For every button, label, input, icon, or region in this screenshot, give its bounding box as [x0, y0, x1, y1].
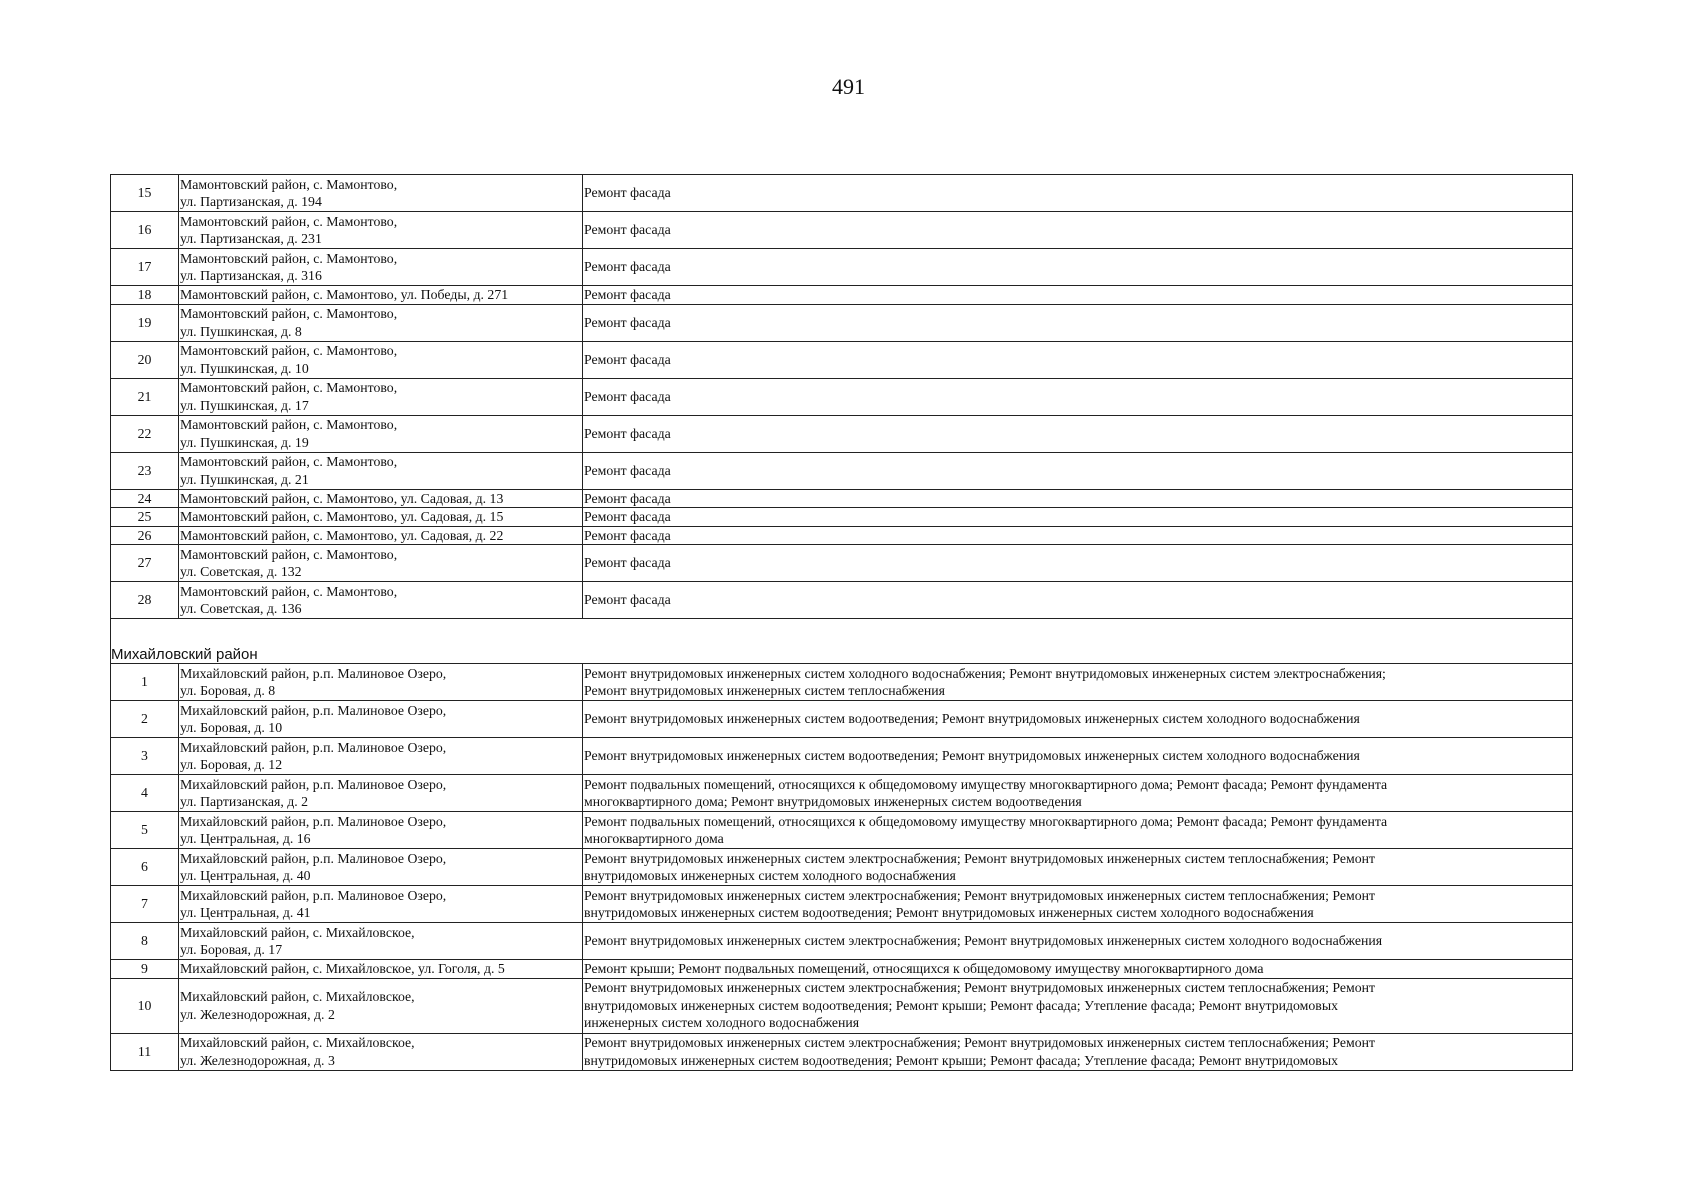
address-cell [179, 812, 583, 849]
table-row [111, 286, 1573, 305]
row-number: 2 [111, 701, 179, 738]
address-cell [179, 489, 583, 508]
work-cell: Ремонт фасада [583, 175, 1573, 212]
work-cell: Ремонт фасада [583, 545, 1573, 582]
address-cell [179, 775, 583, 812]
address-line: ул. Партизанская, д. 2 [180, 794, 309, 809]
address-line: Михайловский район, с. Михайловское, [180, 989, 415, 1004]
address-line: ул. Партизанская, д. 231 [180, 231, 322, 246]
work-cell: Ремонт фасада [583, 249, 1573, 286]
address-line: Михайловский район, р.п. Малиновое Озеро, [180, 850, 447, 866]
address-cell [179, 304, 583, 341]
work-cell [583, 701, 1573, 738]
address-line: Мамонтовский район, с. Мамонтово, [180, 306, 398, 321]
address-cell [179, 582, 583, 619]
work-cell: Ремонт фасада [583, 489, 1573, 508]
repair-table [110, 174, 1573, 1071]
work-cell [583, 960, 1573, 979]
table-row [111, 452, 1573, 489]
row-number: 7 [111, 886, 179, 923]
work-cell [583, 738, 1573, 775]
address-cell [179, 212, 583, 249]
address-line: Михайловский район, р.п. Малиновое Озеро, [180, 776, 447, 792]
row-number: 1 [111, 664, 179, 701]
work-line: Ремонт внутридомовых инженерных систем электроснабжения; Ремонт внутридомовых инженерных систем теплоснабжения; Ремонт [584, 887, 1376, 903]
address-cell [179, 1033, 583, 1070]
address-line: Мамонтовский район, с. Мамонтово, ул. Садовая, д. 15 [180, 509, 504, 524]
address-line: Михайловский район, с. Михайловское, ул. Гоголя, д. 5 [180, 961, 505, 976]
row-number: 18 [111, 286, 179, 305]
address-cell [179, 978, 583, 1033]
address-line: ул. Железнодорожная, д. 2 [180, 1006, 335, 1022]
address-cell [179, 341, 583, 378]
address-line: Мамонтовский район, с. Мамонтово, ул. Садовая, д. 13 [180, 490, 504, 506]
row-number: 28 [111, 582, 179, 619]
address-line: Мамонтовский район, с. Мамонтово, [180, 583, 398, 599]
work-line: Ремонт внутридомовых инженерных систем холодного водоснабжения; Ремонт внутридомовых инженерных систем электроснабжения; [584, 665, 1386, 681]
work-line: инженерных систем холодного водоснабжения [584, 1015, 860, 1031]
work-line: внутридомовых инженерных систем водоотведения; Ремонт крыши; Ремонт фасада; Утепление фасада; Ремонт внутридомовых [584, 997, 1338, 1013]
row-number: 11 [111, 1033, 179, 1070]
address-line: Мамонтовский район, с. Мамонтово, ул. Садовая, д. 22 [180, 527, 504, 543]
table-row [111, 664, 1573, 701]
work-line: внутридомовых инженерных систем холодного водоснабжения [584, 868, 956, 883]
table-row [111, 978, 1573, 1033]
page-number: 491 [832, 74, 865, 99]
work-cell [583, 775, 1573, 812]
row-number: 9 [111, 960, 179, 979]
work-line: Ремонт внутридомовых инженерных систем водоотведения; Ремонт внутридомовых инженерных систем холодного водоснабжения [584, 711, 1360, 727]
table-row [111, 378, 1573, 415]
address-line: Михайловский район, с. Михайловское, [180, 1035, 415, 1050]
work-line: Ремонт крыши; Ремонт подвальных помещений, относящихся к общедомовому имуществу многоквартирного дома [584, 961, 1264, 976]
table-row [111, 960, 1573, 979]
table-row [111, 415, 1573, 452]
section-break [111, 619, 1573, 664]
row-number: 5 [111, 812, 179, 849]
address-line: Мамонтовский район, с. Мамонтово, [180, 250, 398, 266]
address-line: ул. Партизанская, д. 316 [180, 268, 322, 283]
address-line: Михайловский район, р.п. Малиновое Озеро, [180, 887, 447, 903]
work-cell [583, 812, 1573, 849]
address-line: ул. Боровая, д. 17 [180, 942, 283, 957]
row-number: 15 [111, 175, 179, 212]
work-cell: Ремонт фасада [583, 582, 1573, 619]
address-cell [179, 923, 583, 960]
row-number: 6 [111, 849, 179, 886]
row-number: 26 [111, 526, 179, 545]
mamontovsky-rows [111, 175, 1573, 619]
table-row [111, 1033, 1573, 1070]
table-row [111, 526, 1573, 545]
work-cell: Ремонт фасада [583, 212, 1573, 249]
address-line: ул. Пушкинская, д. 8 [180, 323, 302, 339]
table-row [111, 812, 1573, 849]
table-row [111, 175, 1573, 212]
address-line: ул. Центральная, д. 16 [180, 831, 311, 846]
address-cell [179, 415, 583, 452]
work-line: Ремонт внутридомовых инженерных систем электроснабжения; Ремонт внутридомовых инженерных систем теплоснабжения; Ремонт [584, 850, 1376, 866]
row-number: 4 [111, 775, 179, 812]
address-line: ул. Советская, д. 136 [180, 601, 302, 616]
address-line: ул. Железнодорожная, д. 3 [180, 1052, 335, 1068]
address-cell [179, 960, 583, 979]
mikhailovsky-rows [111, 664, 1573, 1071]
work-cell: Ремонт фасада [583, 526, 1573, 545]
work-cell [583, 664, 1573, 701]
spacer-row [111, 619, 1573, 640]
address-line: Мамонтовский район, с. Мамонтово, [180, 454, 398, 469]
table-row [111, 489, 1573, 508]
address-cell [179, 286, 583, 305]
work-line: Ремонт внутридомовых инженерных систем электроснабжения; Ремонт внутридомовых инженерных систем холодного водоснабжения [584, 933, 1383, 949]
work-line: многоквартирного дома [584, 831, 724, 846]
row-number: 8 [111, 923, 179, 960]
work-line: многоквартирного дома; Ремонт внутридомовых инженерных систем водоотведения [584, 794, 1082, 809]
address-line: Мамонтовский район, с. Мамонтово, [180, 380, 398, 395]
address-cell [179, 664, 583, 701]
work-line: Ремонт подвальных помещений, относящихся к общедомовому имуществу многоквартирного дома; Ремонт фасада; Ремонт фундамента [584, 776, 1388, 792]
address-line: Мамонтовский район, с. Мамонтово, [180, 546, 398, 562]
work-cell: Ремонт фасада [583, 341, 1573, 378]
row-number: 27 [111, 545, 179, 582]
work-line: Ремонт внутридомовых инженерных систем водоотведения; Ремонт внутридомовых инженерных систем холодного водоснабжения [584, 748, 1360, 764]
table-row [111, 545, 1573, 582]
address-line: Мамонтовский район, с. Мамонтово, [180, 176, 398, 192]
work-cell [583, 849, 1573, 886]
row-number: 23 [111, 452, 179, 489]
address-line: Михайловский район, р.п. Малиновое Озеро, [180, 665, 447, 681]
table-row [111, 923, 1573, 960]
table-row [111, 775, 1573, 812]
work-cell [583, 923, 1573, 960]
table-row [111, 886, 1573, 923]
address-line: ул. Боровая, д. 12 [180, 757, 283, 772]
address-line: Мамонтовский район, с. Мамонтово, ул. Победы, д. 271 [180, 287, 509, 302]
section-title: Михайловский район [111, 639, 1573, 664]
address-line: ул. Пушкинская, д. 21 [180, 471, 309, 487]
work-line: Ремонт внутридомовых инженерных систем электроснабжения; Ремонт внутридомовых инженерных систем теплоснабжения; Ремонт [584, 1035, 1376, 1050]
address-line: Михайловский район, р.п. Малиновое Озеро, [180, 702, 447, 718]
row-number: 10 [111, 978, 179, 1033]
table-row [111, 701, 1573, 738]
table-row [111, 738, 1573, 775]
address-line: Мамонтовский район, с. Мамонтово, [180, 343, 398, 358]
address-line: Мамонтовский район, с. Мамонтово, [180, 417, 398, 432]
address-line: ул. Боровая, д. 10 [180, 720, 283, 735]
section-row [111, 639, 1573, 664]
address-line: ул. Партизанская, д. 194 [180, 194, 322, 209]
row-number: 24 [111, 489, 179, 508]
address-cell [179, 378, 583, 415]
row-number: 3 [111, 738, 179, 775]
address-cell [179, 849, 583, 886]
work-line: внутридомовых инженерных систем водоотведения; Ремонт крыши; Ремонт фасада; Утепление фасада; Ремонт внутридомовых [584, 1052, 1338, 1068]
address-cell [179, 526, 583, 545]
address-cell [179, 886, 583, 923]
row-number: 22 [111, 415, 179, 452]
work-cell: Ремонт фасада [583, 378, 1573, 415]
table-row [111, 582, 1573, 619]
address-line: Мамонтовский район, с. Мамонтово, [180, 213, 398, 229]
row-number: 17 [111, 249, 179, 286]
row-number: 25 [111, 508, 179, 527]
address-cell [179, 738, 583, 775]
work-cell: Ремонт фасада [583, 452, 1573, 489]
work-cell: Ремонт фасада [583, 508, 1573, 527]
row-number: 19 [111, 304, 179, 341]
address-cell [179, 175, 583, 212]
address-cell [179, 249, 583, 286]
work-cell: Ремонт фасада [583, 415, 1573, 452]
work-cell [583, 886, 1573, 923]
row-number: 16 [111, 212, 179, 249]
address-cell [179, 508, 583, 527]
address-cell [179, 701, 583, 738]
work-line: Ремонт внутридомовых инженерных систем электроснабжения; Ремонт внутридомовых инженерных систем теплоснабжения; Ремонт [584, 980, 1376, 996]
address-line: Михайловский район, р.п. Малиновое Озеро, [180, 813, 447, 829]
work-line: Ремонт подвальных помещений, относящихся к общедомовому имуществу многоквартирного дома; Ремонт фасада; Ремонт фундамента [584, 813, 1388, 829]
address-line: ул. Советская, д. 132 [180, 564, 302, 579]
table-row [111, 341, 1573, 378]
table-row [111, 849, 1573, 886]
work-line: Ремонт внутридомовых инженерных систем теплоснабжения [584, 683, 945, 698]
table-row [111, 304, 1573, 341]
address-line: Михайловский район, р.п. Малиновое Озеро, [180, 739, 447, 755]
address-line: Михайловский район, с. Михайловское, [180, 924, 415, 940]
work-cell: Ремонт фасада [583, 304, 1573, 341]
address-line: ул. Пушкинская, д. 19 [180, 434, 309, 450]
work-line: внутридомовых инженерных систем водоотведения; Ремонт внутридомовых инженерных систем холодного водоснабжения [584, 905, 1314, 920]
row-number: 20 [111, 341, 179, 378]
table-row [111, 508, 1573, 527]
work-cell [583, 1033, 1573, 1070]
address-line: ул. Центральная, д. 40 [180, 868, 311, 883]
work-cell [583, 978, 1573, 1033]
address-line: ул. Пушкинская, д. 10 [180, 360, 309, 376]
address-cell [179, 452, 583, 489]
address-line: ул. Пушкинская, д. 17 [180, 397, 309, 413]
row-number: 21 [111, 378, 179, 415]
address-line: ул. Боровая, д. 8 [180, 683, 276, 698]
table-row [111, 249, 1573, 286]
address-cell [179, 545, 583, 582]
table-row [111, 212, 1573, 249]
work-cell: Ремонт фасада [583, 286, 1573, 305]
address-line: ул. Центральная, д. 41 [180, 905, 311, 920]
